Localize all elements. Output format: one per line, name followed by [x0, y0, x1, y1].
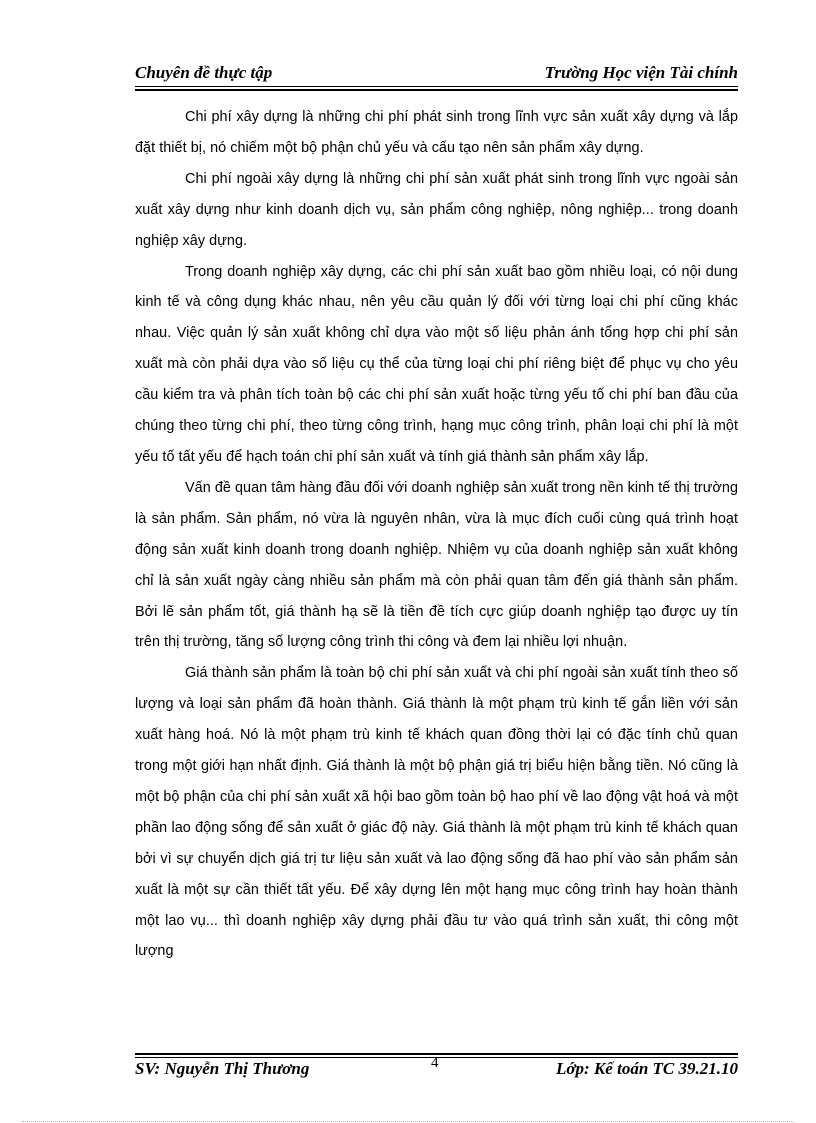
footer-student-name: SV: Nguyễn Thị Thương	[135, 1059, 310, 1078]
header-rule-thin	[135, 86, 738, 87]
paragraph: Trong doanh nghiệp xây dựng, các chi phí sản xuất bao gồm nhiều loại, có nội dung kinh tế và công dụng khác nhau, nên yêu cầu quản lý đối với từng loại chi phí cũng khác nhau. Việc quản lý sản xuất không chỉ dựa vào một số liệu phản ánh tổng hợp chi phí sản xuất mà còn phải dựa vào số liệu cụ thể của từng loại chi phí riêng biệt để phục vụ cho yêu cầu kiểm tra và phân tích toàn bộ các chi phí sản xuất hoặc từng yếu tố chi phí ban đầu của chúng theo từng chi phí, theo từng công trình, hạng mục công trình, phân loại chi phí là một yếu tố tất yếu để hạch toán chi phí sản xuất và tính giá thành sản phẩm xây lắp.	[135, 263, 738, 465]
header-rule-thick	[135, 89, 738, 91]
page-number: 4	[431, 1055, 439, 1071]
footer-class-name: Lớp: Kế toán TC 39.21.10	[556, 1059, 738, 1078]
page-footer	[135, 1057, 738, 1083]
paragraph: Vấn đề quan tâm hàng đầu đối với doanh nghiệp sản xuất trong nền kinh tế thị trường là sản phẩm. Sản phẩm, nó vừa là nguyên nhân, vừa là mục đích cuối cùng quá trình hoạt động sản xuất kinh doanh trong doanh nghiệp. Nhiệm vụ của doanh nghiệp sản xuất không chỉ là sản xuất ngày càng nhiều sản phẩm mà còn phải quan tâm đến giá thành sản phẩm. Bởi lẽ sản phẩm tốt, giá thành hạ sẽ là tiền đề tích cực giúp doanh nghiệp tạo được uy tín trên thị trường, tăng số lượng công trình thi công và đem lại nhiều lợi nhuận.	[135, 479, 738, 651]
paragraph: Giá thành sản phẩm là toàn bộ chi phí sản xuất và chi phí ngoài sản xuất tính theo số lượng và loại sản phẩm đã hoàn thành. Giá thành là một phạm trù kinh tế gắn liền với sản xuất hàng hoá. Nó là một phạm trù kinh tế khách quan đồng thời lại có đặc tính chủ quan trong một giới hạn nhất định. Giá thành là một bộ phận giá trị biểu hiện bằng tiền. Nó cũng là một bộ phận của chi phí sản xuất xã hội bao gồm toàn bộ hao phí về lao động vật hoá và một phần lao động sống để sản xuất ở giác độ này. Giá thành là một phạm trù kinh tế khách quan bởi vì sự chuyển dịch giá trị tư liệu sản xuất và lao động sống đã hao phí vào sản phẩm sản xuất là một sự cần thiết tất yếu. Để xây dựng lên một hạng mục công trình hay hoàn thành một lao vụ... thì doanh nghiệp xây dựng phải đầu tư vào quá trình sản xuất, thi công một lượng	[135, 665, 738, 960]
page-bottom-dotted-line	[22, 1121, 794, 1122]
paragraph: Chi phí ngoài xây dựng là những chi phí sản xuất phát sinh trong lĩnh vực ngoài sản xuất xây dựng như kinh doanh dịch vụ, sản phẩm công nghiệp, nông nghiệp... trong doanh nghiệp xây dựng.	[135, 170, 738, 249]
body-text	[135, 102, 738, 967]
header-left-title: Chuyên đề thực tập	[135, 63, 273, 82]
paragraph: Chi phí xây dựng là những chi phí phát sinh trong lĩnh vực sản xuất xây dựng và lắp đặt thiết bị, nó chiếm một bộ phận chủ yếu và cấu tạo nên sản phẩm xây dựng.	[135, 109, 738, 156]
header-right-title: Trường Học viện Tài chính	[544, 63, 738, 82]
